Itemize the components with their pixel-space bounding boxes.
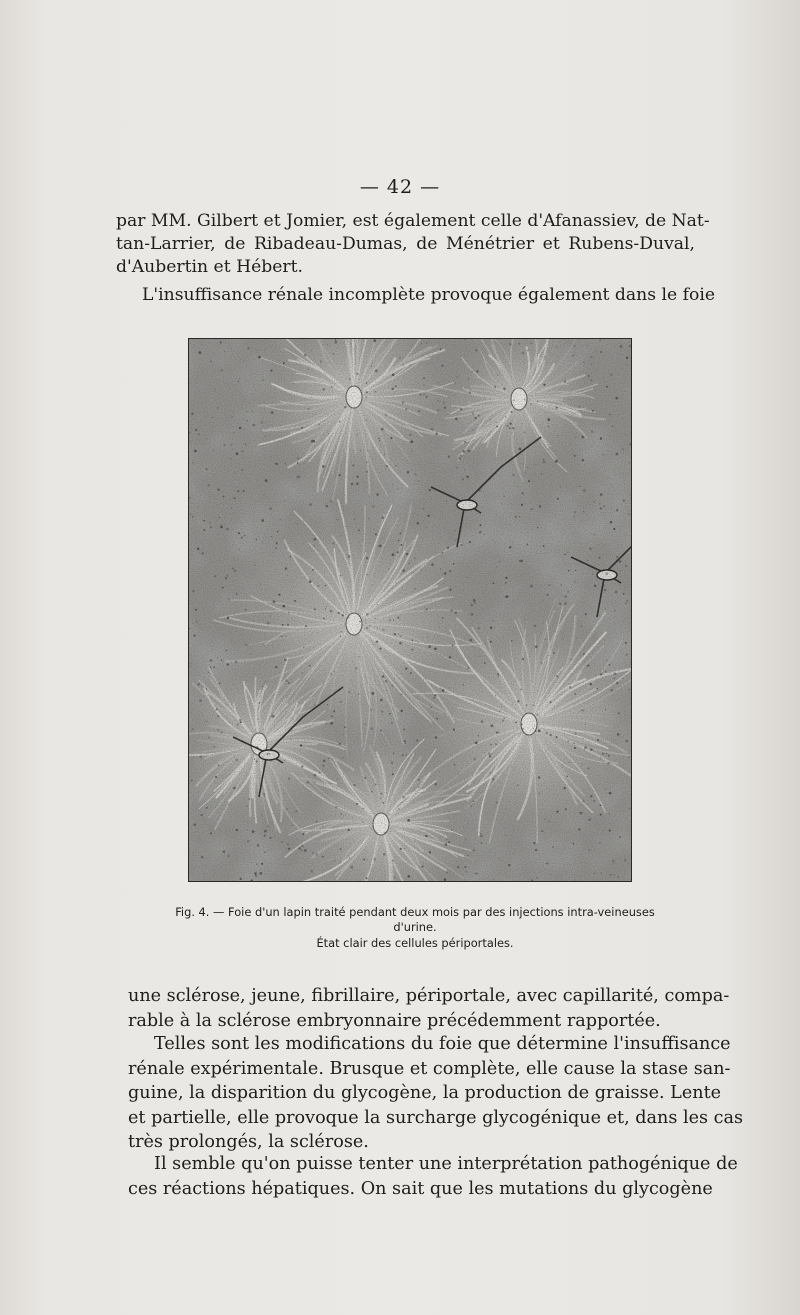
caption-line: Fig. 4. — Foie d'un lapin traité pendant deux mois par des injections intra-veineuses <box>175 905 655 919</box>
text-line: rénale expérimentale. Brusque et complète, elle cause la stase san- <box>128 1058 731 1079</box>
page-number: — 42 — <box>359 176 441 198</box>
paragraph-top-2 <box>116 284 716 307</box>
caption-line: d'urine. <box>393 920 437 934</box>
figure-caption <box>120 905 710 935</box>
text-line: guine, la disparition du glycogène, la production de graisse. Lente <box>128 1083 722 1103</box>
paragraph-bottom-1 <box>128 984 730 1033</box>
paragraph-bottom-3 <box>128 1152 738 1201</box>
text-line: Telles sont les modifications du foie que détermine l'insuffisance <box>154 1034 731 1054</box>
text-line: tan-Larrier, de Ribadeau-Dumas, de Ménétrier et Rubens-Duval, <box>116 234 695 254</box>
micrograph-image <box>189 339 631 881</box>
caption-line: État clair des cellules périportales. <box>316 936 514 950</box>
text-line: d'Aubertin et Hébert. <box>116 257 303 277</box>
text-line: très prolongés, la sclérose. <box>128 1132 369 1152</box>
text-line: une sclérose, jeune, fibrillaire, périportale, avec capillarité, compa- <box>128 986 730 1006</box>
text-line: L'insuffisance rénale incomplète provoque également dans le foie <box>142 285 716 305</box>
text-line: Il semble qu'on puisse tenter une interprétation pathogénique de <box>154 1154 738 1174</box>
text-line: par MM. Gilbert et Jomier, est également celle d'Afanassiev, de Nat- <box>116 211 710 231</box>
text-line: ces réactions hépatiques. On sait que les mutations du glycogène <box>128 1178 713 1199</box>
figure-caption-subtitle <box>120 936 710 951</box>
liver-micrograph-figure <box>188 338 632 882</box>
paragraph-top-1 <box>116 210 710 279</box>
text-line: et partielle, elle provoque la surcharge glycogénique et, dans les cas <box>128 1107 743 1128</box>
text-line: rable à la sclérose embryonnaire précédemment rapportée. <box>128 1010 661 1031</box>
paragraph-bottom-2 <box>128 1032 743 1155</box>
